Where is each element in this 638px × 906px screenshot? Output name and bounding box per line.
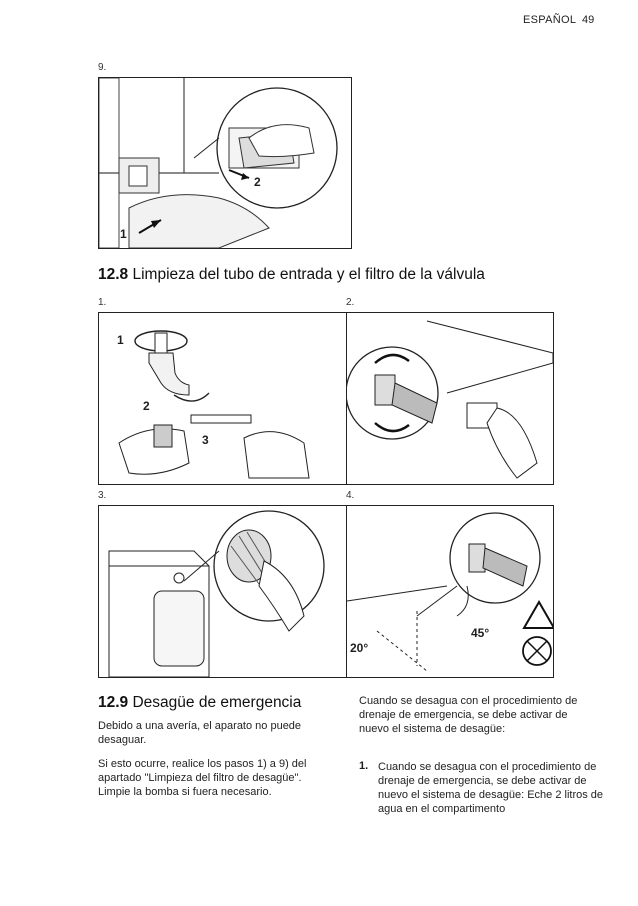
step-3-label: 3. <box>98 490 107 501</box>
section-12-9-paragraph-1: Debido a una avería, el aparato no puede desaguar. <box>98 720 302 746</box>
section-12-9-paragraph-2: Si esto ocurre, realice los pasos 1) a 9) del apartado "Limpieza del filtro de desagüe". Limpie la bomba si fuera necesario. <box>98 758 307 798</box>
section-12-8-heading <box>98 266 485 284</box>
fig9-step-label: 9. <box>98 62 107 73</box>
section-12-9-title: Desagüe de emergencia <box>132 694 302 711</box>
step-4-label: 4. <box>346 490 355 501</box>
step-1-label: 1. <box>98 297 107 308</box>
section-12-9-right-intro: Cuando se desagua con el procedimiento de drenaje de emergencia, se debe activar de nuevo el sistema de desagüe: <box>359 695 578 735</box>
step-2-label: 2. <box>346 297 355 308</box>
step-1-callout-2: 2 <box>143 399 150 413</box>
list-item-1-text: Cuando se desagua con el procedimiento de drenaje de emergencia, se debe activar de nuevo el sistema de desagüe: Eche 2 litros de agua en el compartimento <box>378 761 604 815</box>
step-3-illustration <box>98 505 352 678</box>
section-12-8-number: 12.8 <box>98 266 129 283</box>
header-language: ESPAÑOL <box>523 14 577 26</box>
step-1-callout-1: 1 <box>117 333 124 347</box>
section-12-9-heading <box>98 694 301 712</box>
step-4-illustration <box>346 505 554 678</box>
page-number: 49 <box>582 14 595 26</box>
fig9-illustration <box>98 77 352 249</box>
fig9-callout-2: 2 <box>254 175 261 189</box>
step-4-angle-left: 20° <box>350 641 369 655</box>
section-12-8-title: Limpieza del tubo de entrada y el filtro de la válvula <box>132 266 485 283</box>
fig9-callout-1: 1 <box>120 227 127 241</box>
step-1-illustration <box>98 312 352 485</box>
step-4-angle-right: 45° <box>471 626 490 640</box>
section-12-9-number: 12.9 <box>98 694 129 711</box>
step-2-illustration <box>346 312 554 485</box>
step-1-callout-3: 3 <box>202 433 209 447</box>
list-item-1-number: 1. <box>359 760 369 772</box>
